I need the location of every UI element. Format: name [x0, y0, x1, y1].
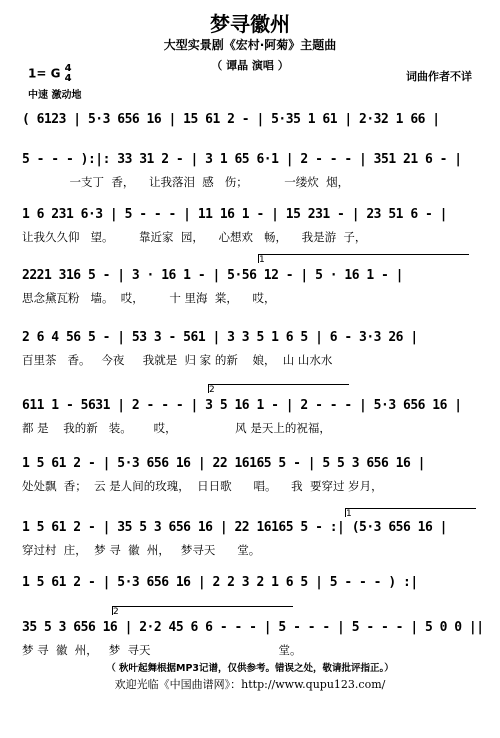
lyric-line: 思念黛瓦粉 墙。 哎， 十 里海 棠， 哎，	[22, 291, 276, 305]
lyric-line: 一支丁 香， 让我落泪 感 伤； 一缕炊 烟，	[22, 175, 350, 189]
key-signature	[28, 64, 72, 84]
notation-line: 35 5 3 656 16 | 2·2 45 6 6 - - - | 5 - - - | 5 - - - | 5 0 0 ||	[22, 620, 484, 635]
notation-line: 5 - - - ):|: 33 31 2 - | 3 1 65 6·1 | 2 - - - | 351 21 6 - |	[22, 152, 462, 167]
time-bottom: 4	[64, 73, 72, 84]
notation-line: 2221 316 5 - | 3 · 16 1 - | 5·56 12 - | 5 · 16 1 - |	[22, 268, 403, 283]
volta-bracket	[258, 254, 469, 263]
notation-line: 1 5 61 2 - | 5·3 656 16 | 2 2 3 2 1 6 5 | 5 - - - ) :|	[22, 575, 418, 590]
lyric-line: 都 是 我的新 装。 哎， 风 是天上的祝福，	[22, 421, 331, 435]
key-label: 1= G	[28, 66, 61, 81]
notation-line: 1 5 61 2 - | 5·3 656 16 | 22 16165 5 - | 5 5 3 656 16 |	[22, 456, 425, 471]
time-signature	[65, 64, 72, 84]
volta-bracket	[112, 606, 293, 615]
notation-line: ( 6123 | 5·3 656 16 | 15 61 2 - | 5·35 1 61 | 2·32 1 66 |	[22, 112, 440, 127]
volta-label: 2	[209, 385, 215, 395]
lyric-line: 让我久久仰 望。 靠近家 园， 心想欢 畅， 我是游 子，	[22, 230, 367, 244]
lyric-line: 穿过村 庄， 梦 寻 徽 州， 梦寻天 堂。	[22, 543, 261, 557]
singer-credit: （ 谭晶 演唱 ）	[211, 59, 289, 72]
time-top: 4	[64, 63, 72, 74]
page-subtitle: 大型实景剧《宏村·阿菊》主题曲	[163, 38, 337, 52]
volta-label: 2	[113, 607, 119, 617]
lyric-line: 梦 寻 徽 州， 梦 寻天 堂。	[22, 643, 302, 657]
volta-bracket	[345, 508, 476, 517]
notation-line: 2 6 4 56 5 - | 53 3 - 561 | 3 3 5 1 6 5 | 6 - 3·3 26 |	[22, 330, 418, 345]
composer-credit: 词曲作者不详	[406, 70, 472, 83]
lyric-line: 处处飘 香； 云 是人间的玫瑰， 日日歌 唱。 我 要穿过 岁月，	[22, 479, 383, 493]
volta-bracket	[208, 384, 349, 393]
volta-label: 1	[346, 509, 352, 519]
tempo-marking: 中速 激动地	[28, 90, 82, 101]
notation-line: 1 6 231 6·3 | 5 - - - | 11 16 1 - | 15 231 - | 23 51 6 - |	[22, 207, 447, 222]
transcription-note: （ 秋叶起舞根据MP3记谱，仅供参考。错误之处，敬请批评指正。）	[106, 663, 394, 674]
lyric-line	[22, 134, 482, 150]
page-title: 梦寻徽州	[210, 12, 290, 36]
lyric-line: 百里茶 香。 今夜 我就是 归 家 的新 娘， 山 山水水	[22, 353, 333, 367]
notation-line: 611 1 - 5631 | 2 - - - | 3 5 16 1 - | 2 - - - | 5·3 656 16 |	[22, 398, 462, 413]
volta-label: 1	[259, 255, 265, 265]
site-footer-link[interactable]: 欢迎光临《中国曲谱网》：http://www.qupu123.com/	[114, 678, 386, 691]
notation-line: 1 5 61 2 - | 35 5 3 656 16 | 22 16165 5 - :| (5·3 656 16 |	[22, 520, 447, 535]
